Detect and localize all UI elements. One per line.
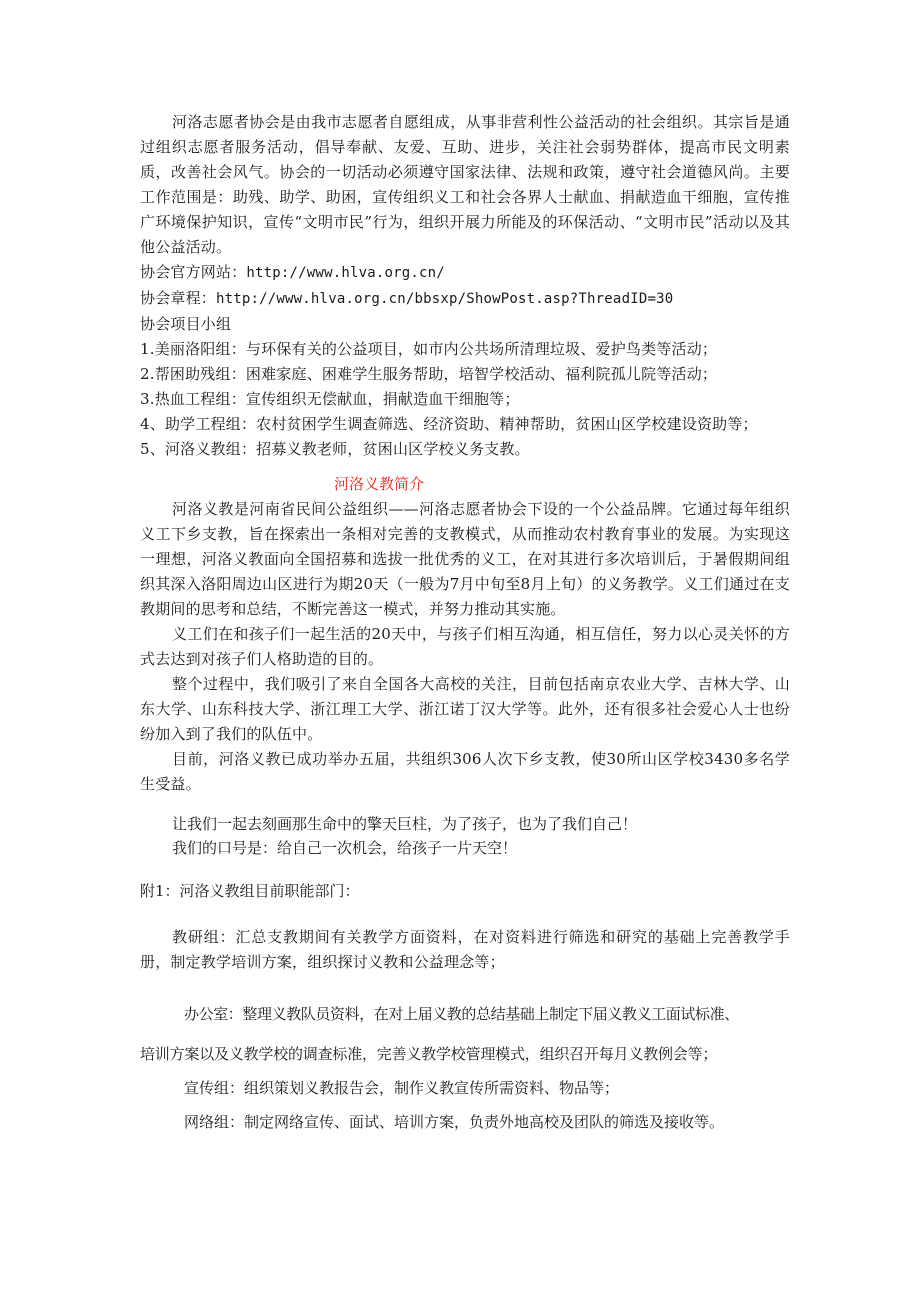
intro-section (140, 110, 790, 462)
group-item: 3.热血工程组：宣传组织无偿献血，捐献造血干细胞等； (140, 390, 520, 408)
slogan-line-1: 让我们一起去刻画那生命中的擎天巨柱，为了孩子，也为了我们自己！ (172, 815, 638, 833)
section-title: 河洛义教简介 (334, 475, 425, 493)
website-line (140, 260, 790, 286)
section-paragraph: 整个过程中，我们吸引了来自全国各大高校的关注，目前包括南京农业大学、吉林大学、山东大学、山东科技大学、浙江理工大学、浙江诺丁汉大学等。此外，还有很多社会爱心人士也纷纷加入到了我们的队伍中。 (140, 675, 790, 743)
group-item: 4、助学工程组：农村贫困学生调查筛选、经济资助、精神帮助，贫困山区学校建设资助等； (140, 415, 758, 433)
publicity-line: 宣传组：组织策划义教报告会，制作义教宣传所需资料、物品等； (184, 1079, 620, 1097)
charter-line (140, 286, 790, 312)
intro-paragraph: 河洛志愿者协会是由我市志愿者自愿组成，从事非营利性公益活动的社会组织。其宗旨是通过组织志愿者服务活动，倡导奉献、友爱、互助、进步，关注社会弱势群体，提高市民文明素质，改善社会风气。协会的一切活动必须遵守国家法律、法规和政策，遵守社会道德风尚。主要工作范围是：助残、助学、助困，宣传组织义工和社会各界人士献血、捐献造血干细胞，宣传推广环境保护知识，宣传“文明市民”行为，组织开展力所能及的环保活动、“文明市民”活动以及其他公益活动。 (140, 113, 790, 256)
office-line-2: 培训方案以及义教学校的调查标准，完善义教学校管理模式，组织召开每月义教例会等； (140, 1045, 718, 1063)
network-line: 网络组：制定网络宣传、面试、培训方案，负责外地高校及团队的筛选及接收等。 (184, 1113, 725, 1131)
group-item: 5、河洛义教组：招募义教老师，贫困山区学校义务支教。 (140, 440, 530, 458)
group-item: 2.帮困助残组：困难家庭、困难学生服务帮助，培智学校活动、福利院孤儿院等活动； (140, 365, 718, 383)
website-url[interactable]: http://www.hlva.org.cn/ (246, 265, 445, 281)
office-line-1: 办公室：整理义教队员资料，在对上届义教的总结基础上制定下届义教义工面试标准、 (184, 1005, 739, 1023)
groups-title: 协会项目小组 (140, 315, 232, 333)
research-paragraph: 教研组：汇总支教期间有关教学方面资料，在对资料进行筛选和研究的基础上完善教学手册，制定教学培训方案，组织探讨义教和公益理念等； (140, 928, 790, 971)
website-label: 协会官方网站： (140, 263, 247, 281)
appendix-title: 附1：河洛义教组目前职能部门： (140, 882, 360, 900)
charter-url[interactable]: http://www.hlva.org.cn/bbsxp/ShowPost.asp?ThreadID=30 (216, 291, 674, 307)
charter-label: 协会章程： (140, 289, 217, 307)
section-paragraph: 河洛义教是河南省民间公益组织——河洛志愿者协会下设的一个公益品牌。它通过每年组织义工下乡支教，旨在探索出一条相对完善的支教模式，从而推动农村教育事业的发展。为实现这一理想，河洛义教面向全国招募和选拔一批优秀的义工，在对其进行多次培训后，于暑假期间组织其深入洛阳周边山区进行为期20天（一般为7月中旬至8月上旬）的义务教学。义工们通过在支教期间的思考和总结，不断完善这一模式，并努力推动其实施。 (140, 500, 790, 618)
group-item: 1.美丽洛阳组：与环保有关的公益项目，如市内公共场所清理垃圾、爱护鸟类等活动； (140, 340, 718, 358)
section-paragraph: 目前，河洛义教已成功举办五届，共组织306人次下乡支教，使30所山区学校3430多名学生受益。 (140, 750, 790, 793)
appendix-research (140, 925, 790, 975)
section-body (140, 497, 790, 797)
section-paragraph: 义工们在和孩子们一起生活的20天中，与孩子们相互沟通，相互信任，努力以心灵关怀的方式去达到对孩子们人格助造的目的。 (140, 625, 790, 668)
slogan-line-2: 我们的口号是：给自己一次机会，给孩子一片天空！ (172, 839, 518, 857)
